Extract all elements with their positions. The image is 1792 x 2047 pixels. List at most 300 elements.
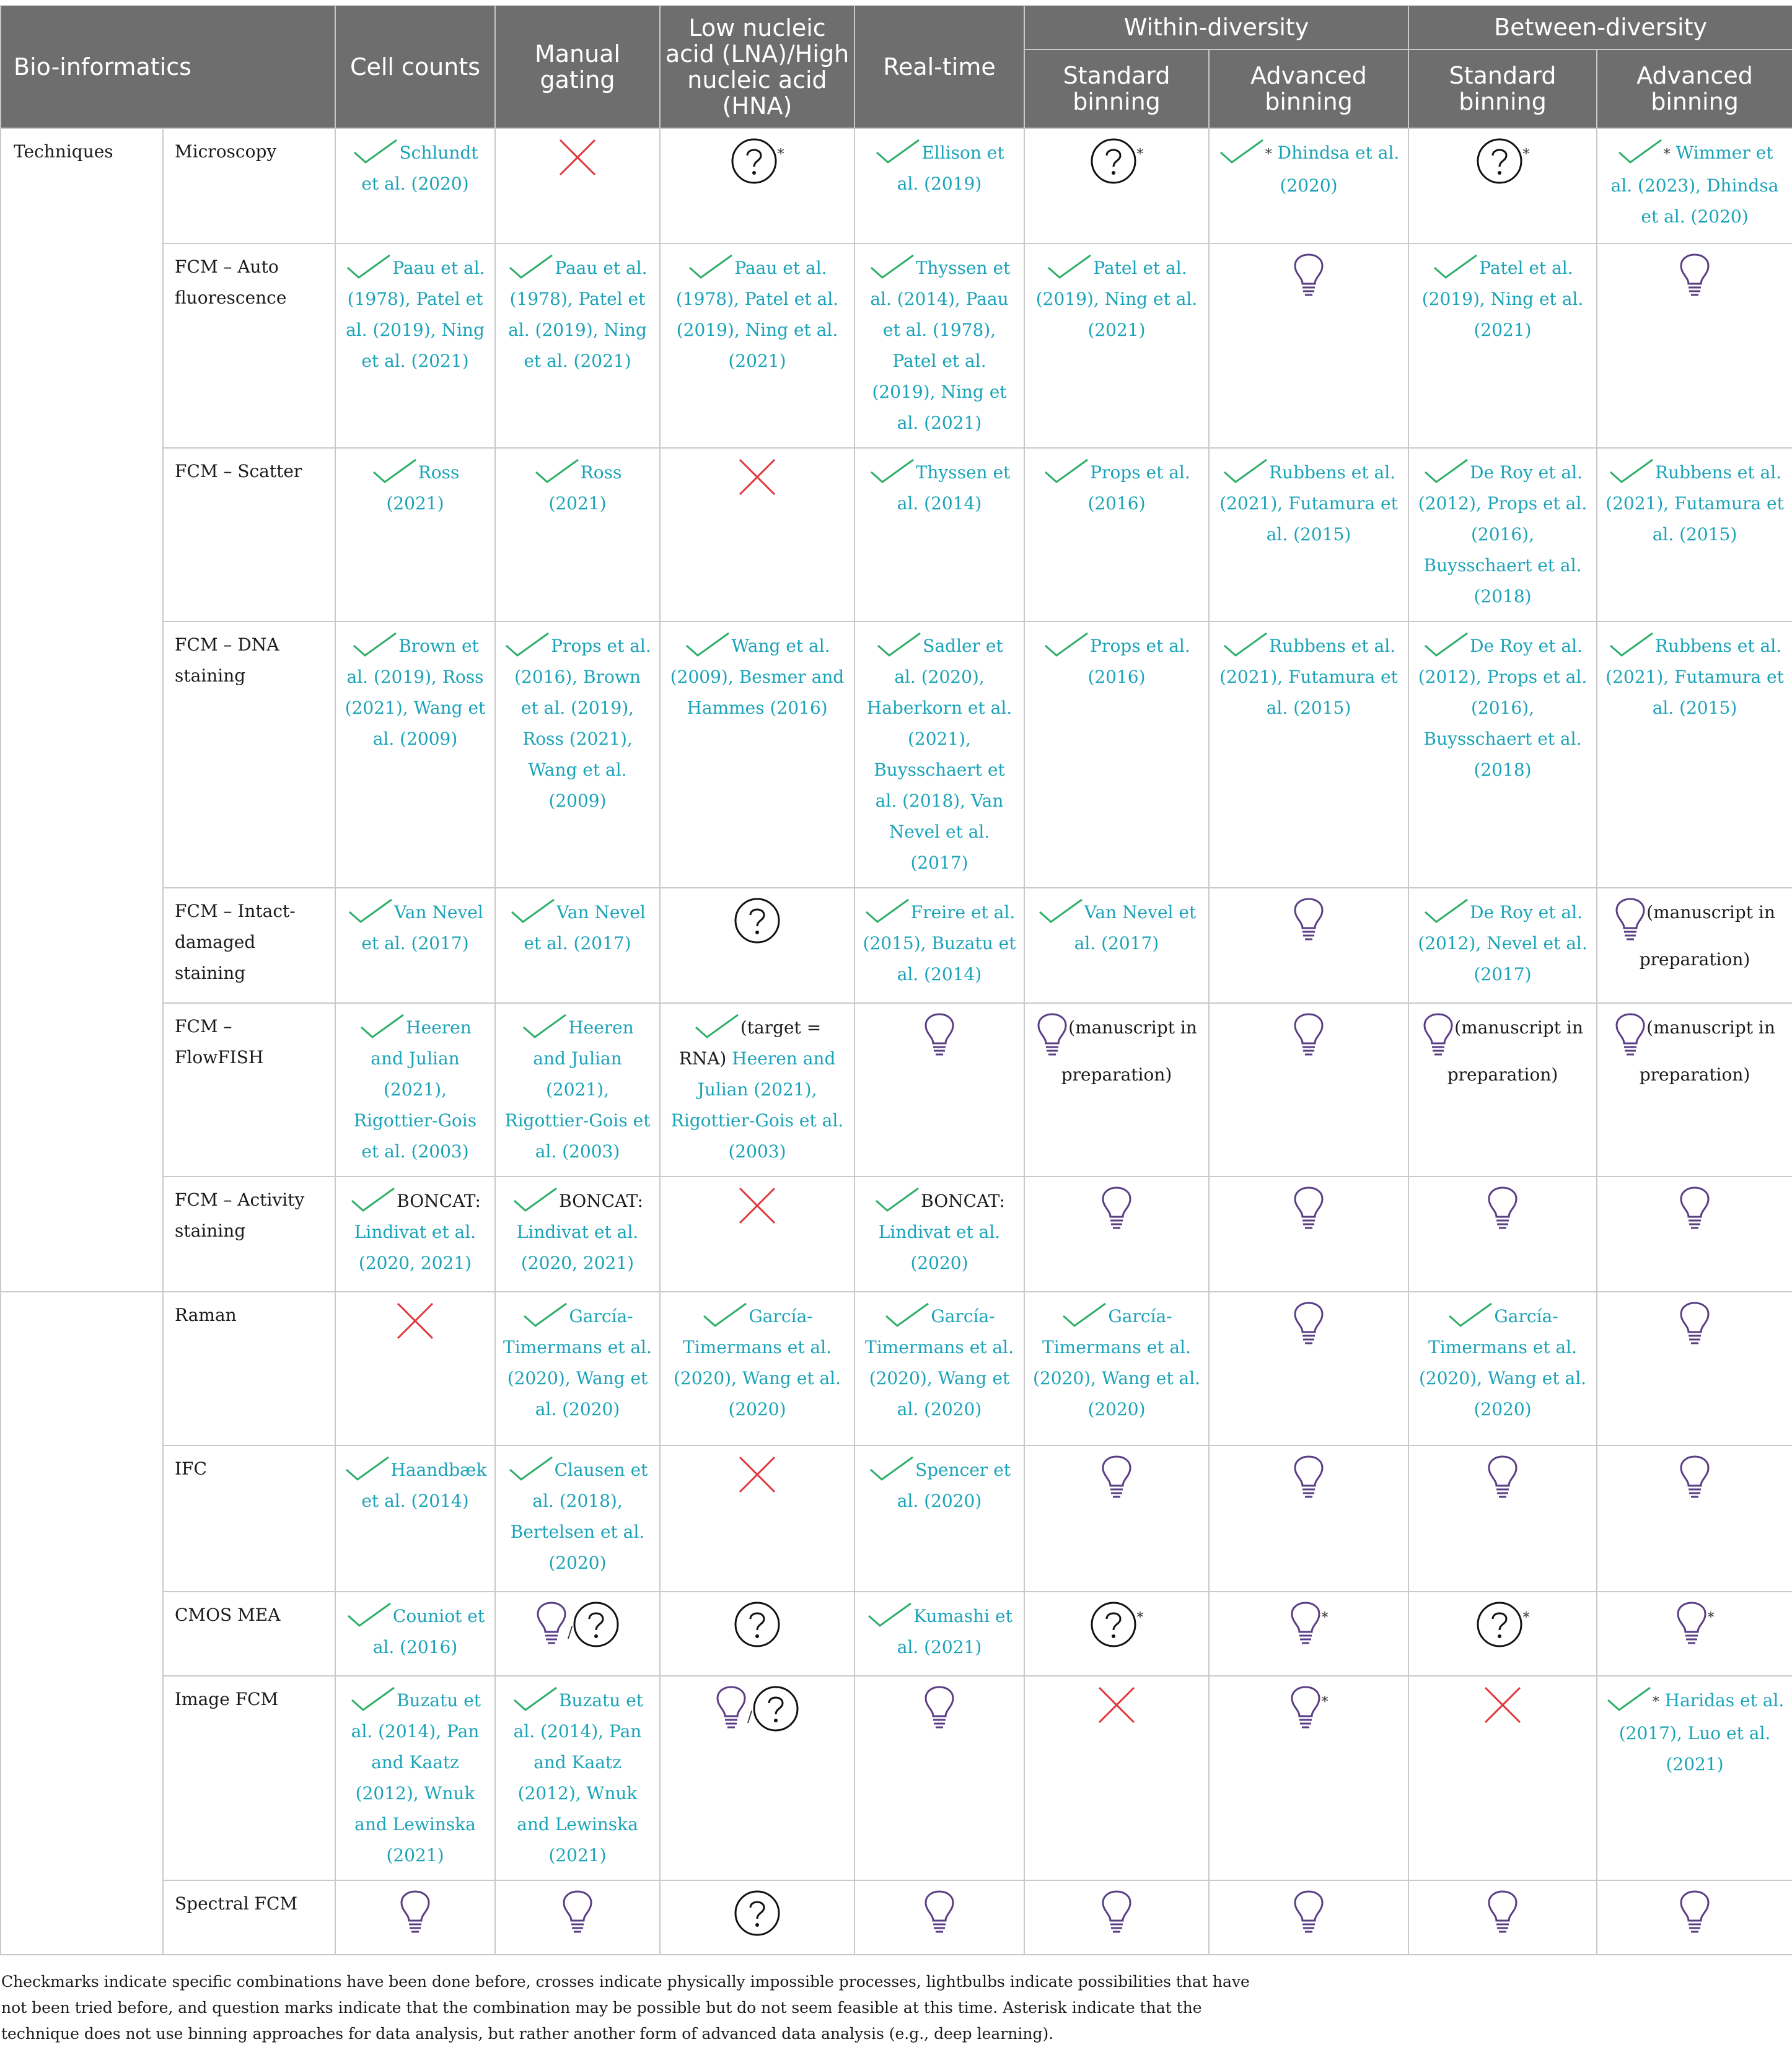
table-cell bbox=[660, 1445, 854, 1592]
table-cell bbox=[1024, 243, 1209, 448]
table-cell bbox=[335, 1676, 495, 1880]
citation-text: Spencer et al. (2020) bbox=[897, 1460, 1011, 1511]
lightbulb-icon bbox=[1679, 1890, 1711, 1937]
asterisk-marker: * bbox=[1321, 1610, 1329, 1626]
header-between-advanced-binning: Advanced binning bbox=[1597, 50, 1792, 128]
citation-text: Wimmer et al. (2023), Dhindsa et al. (2020) bbox=[1610, 142, 1779, 227]
check-icon bbox=[1222, 457, 1269, 486]
lightbulb-icon bbox=[1293, 1455, 1325, 1502]
citation-text: Haandbæk et al. (2014) bbox=[361, 1460, 487, 1511]
header-within-diversity: Within-diversity bbox=[1024, 6, 1408, 50]
lightbulb-icon bbox=[923, 1012, 955, 1059]
check-icon bbox=[344, 1455, 391, 1483]
check-icon bbox=[1605, 1685, 1653, 1714]
lightbulb-icon bbox=[1293, 1301, 1325, 1348]
cross-icon bbox=[737, 457, 777, 497]
table-row bbox=[1, 1592, 1792, 1676]
lightbulb-icon bbox=[715, 1685, 747, 1732]
check-icon bbox=[864, 897, 911, 926]
table-cell bbox=[1209, 1445, 1408, 1592]
citation-text: Dhindsa et al. (2020) bbox=[1277, 142, 1400, 196]
lightbulb-icon bbox=[1679, 1455, 1711, 1502]
table-cell bbox=[335, 1292, 495, 1445]
citation-text: Lindivat et al. (2020, 2021) bbox=[354, 1222, 477, 1273]
check-icon bbox=[507, 253, 555, 281]
table-cell bbox=[1024, 1592, 1209, 1676]
table-cell bbox=[1024, 888, 1209, 1003]
table-cell bbox=[1408, 1445, 1597, 1592]
citation-text: Lindivat et al. (2020, 2021) bbox=[516, 1222, 639, 1273]
citation-text: Paau et al. (1978), Patel et al. (2019), Ning et al. (2021) bbox=[508, 258, 648, 371]
asterisk-marker: * bbox=[1707, 1610, 1715, 1626]
cell-note: (manuscript in preparation) bbox=[1639, 902, 1775, 970]
citation-text: Rubbens et al. (2021), Futamura et al. (2015) bbox=[1219, 636, 1398, 718]
check-icon bbox=[347, 897, 394, 926]
lightbulb-icon bbox=[1422, 1012, 1454, 1059]
cell-note: (target = RNA) bbox=[679, 1017, 822, 1069]
table-cell bbox=[854, 1177, 1024, 1292]
citation-text: De Roy et al. (2012), Nevel et al. (2017) bbox=[1418, 902, 1588, 984]
header-bioinformatics: Bio-informatics bbox=[1, 6, 335, 128]
lightbulb-icon bbox=[923, 1685, 955, 1732]
table-cell bbox=[660, 448, 854, 621]
cross-icon bbox=[1097, 1685, 1136, 1725]
table-cell bbox=[1408, 1880, 1597, 1955]
asterisk-marker: * bbox=[1522, 147, 1530, 162]
cross-icon bbox=[558, 138, 597, 177]
check-icon bbox=[345, 253, 392, 281]
table-cell bbox=[1408, 1592, 1597, 1676]
citation-text: Props et al. (2016), Brown et al. (2019), Ross (2021), Wang et al. (2009) bbox=[514, 636, 651, 811]
category-empty bbox=[1, 1292, 163, 1955]
table-cell bbox=[1024, 1292, 1209, 1445]
table-cell bbox=[495, 448, 660, 621]
check-icon bbox=[693, 1012, 740, 1041]
table-row bbox=[1, 128, 1792, 243]
table-cell bbox=[1209, 1592, 1408, 1676]
check-icon bbox=[866, 1601, 913, 1629]
table-cell bbox=[1597, 1676, 1792, 1880]
technique-label: Microscopy bbox=[163, 128, 335, 243]
citation-text: Props et al. (2016) bbox=[1087, 462, 1190, 514]
lightbulb-icon bbox=[1487, 1186, 1519, 1233]
table-cell bbox=[660, 1592, 854, 1676]
table-cell bbox=[1024, 448, 1209, 621]
check-icon bbox=[1432, 253, 1479, 281]
table-cell bbox=[1408, 448, 1597, 621]
technique-label: Spectral FCM bbox=[163, 1880, 335, 1955]
check-icon bbox=[359, 1012, 406, 1041]
cross-icon bbox=[1483, 1685, 1522, 1725]
technique-label: CMOS MEA bbox=[163, 1592, 335, 1676]
asterisk-marker: * bbox=[1265, 147, 1272, 162]
table-cell bbox=[495, 1003, 660, 1177]
comparison-table bbox=[0, 5, 1792, 1955]
asterisk-marker: * bbox=[1136, 1610, 1144, 1626]
table-cell bbox=[1209, 1292, 1408, 1445]
table-cell bbox=[1209, 1676, 1408, 1880]
table-cell bbox=[1597, 448, 1792, 621]
citation-text: Rubbens et al. (2021), Futamura et al. (2015) bbox=[1605, 462, 1784, 545]
header-lna-hna: Low nucleic acid (LNA)/High nucleic acid (HNA) bbox=[660, 6, 854, 128]
lightbulb-icon bbox=[561, 1890, 594, 1937]
table-row bbox=[1, 448, 1792, 621]
check-icon bbox=[701, 1301, 749, 1330]
question-mark-icon bbox=[731, 138, 778, 185]
table-cell bbox=[660, 1676, 854, 1880]
table-cell bbox=[854, 1292, 1024, 1445]
table-row bbox=[1, 1003, 1792, 1177]
lightbulb-icon bbox=[1293, 1012, 1325, 1059]
table-row bbox=[1, 1292, 1792, 1445]
question-mark-icon bbox=[734, 1601, 781, 1648]
check-icon bbox=[352, 138, 399, 166]
table-cell bbox=[335, 888, 495, 1003]
table-cell bbox=[495, 1592, 660, 1676]
table-cell bbox=[854, 1592, 1024, 1676]
table-cell bbox=[495, 1177, 660, 1292]
check-icon bbox=[351, 631, 398, 659]
table-cell bbox=[660, 128, 854, 243]
question-mark-icon bbox=[1090, 1601, 1137, 1648]
technique-label: FCM – Scatter bbox=[163, 448, 335, 621]
table-cell bbox=[660, 1292, 854, 1445]
header-within-advanced-binning: Advanced binning bbox=[1209, 50, 1408, 128]
citation-text: Thyssen et al. (2014) bbox=[897, 462, 1011, 514]
technique-label: Raman bbox=[163, 1292, 335, 1445]
header-real-time: Real-time bbox=[854, 6, 1024, 128]
header-cell-counts: Cell counts bbox=[335, 6, 495, 128]
table-cell bbox=[1024, 1880, 1209, 1955]
lightbulb-icon bbox=[1293, 1186, 1325, 1233]
citation-text: García-Timermans et al. (2020), Wang et al. (2020) bbox=[865, 1306, 1014, 1419]
lightbulb-icon bbox=[1293, 1890, 1325, 1937]
table-cell bbox=[1209, 1880, 1408, 1955]
asterisk-marker: * bbox=[1522, 1610, 1530, 1626]
table-cell bbox=[1408, 1676, 1597, 1880]
table-cell bbox=[1597, 888, 1792, 1003]
lightbulb-icon bbox=[1036, 1012, 1068, 1059]
check-icon bbox=[1037, 897, 1084, 926]
table-row bbox=[1, 1880, 1792, 1955]
table-cell bbox=[1024, 621, 1209, 888]
question-mark-icon bbox=[1476, 138, 1523, 185]
table-cell bbox=[854, 888, 1024, 1003]
cell-note: BONCAT: bbox=[559, 1191, 643, 1211]
check-icon bbox=[874, 1186, 921, 1214]
table-cell bbox=[495, 1445, 660, 1592]
lightbulb-icon bbox=[923, 1890, 955, 1937]
check-icon bbox=[1447, 1301, 1494, 1330]
lightbulb-icon bbox=[535, 1601, 568, 1648]
table-cell bbox=[335, 1592, 495, 1676]
table-cell bbox=[335, 1445, 495, 1592]
check-icon bbox=[687, 253, 734, 281]
asterisk-marker: * bbox=[1663, 147, 1671, 162]
question-mark-icon bbox=[1090, 138, 1137, 185]
table-cell bbox=[1408, 1003, 1597, 1177]
table-cell bbox=[1408, 128, 1597, 243]
technique-label: FCM – Activity staining bbox=[163, 1177, 335, 1292]
check-icon bbox=[512, 1685, 559, 1714]
table-figure bbox=[0, 5, 1792, 2047]
lightbulb-icon bbox=[1487, 1455, 1519, 1502]
table-cell bbox=[1597, 1177, 1792, 1292]
table-cell bbox=[335, 621, 495, 888]
table-row bbox=[1, 888, 1792, 1003]
citation-text: Haridas et al. (2017), Luo et al. (2021) bbox=[1619, 1690, 1785, 1774]
table-cell bbox=[1597, 1292, 1792, 1445]
table-row bbox=[1, 243, 1792, 448]
citation-text: De Roy et al. (2012), Props et al. (2016), Buysschaert et al. (2018) bbox=[1418, 462, 1588, 607]
check-icon bbox=[349, 1685, 397, 1714]
check-icon bbox=[507, 1455, 555, 1483]
table-cell bbox=[1024, 128, 1209, 243]
table-cell bbox=[335, 1177, 495, 1292]
table-row bbox=[1, 1177, 1792, 1292]
citation-text: Van Nevel et al. (2017) bbox=[524, 902, 646, 953]
table-cell bbox=[495, 243, 660, 448]
check-icon bbox=[1218, 138, 1265, 166]
lightbulb-icon bbox=[1614, 1012, 1646, 1059]
check-icon bbox=[1608, 631, 1655, 659]
cell-note: BONCAT: bbox=[921, 1191, 1005, 1211]
asterisk-marker: * bbox=[1321, 1694, 1329, 1710]
table-cell bbox=[495, 888, 660, 1003]
table-cell bbox=[1209, 621, 1408, 888]
header-between-standard-binning: Standard binning bbox=[1408, 50, 1597, 128]
lightbulb-icon bbox=[1679, 1301, 1711, 1348]
question-mark-icon bbox=[734, 1890, 781, 1937]
table-body bbox=[1, 128, 1792, 1955]
cross-icon bbox=[395, 1301, 435, 1341]
table-cell bbox=[854, 621, 1024, 888]
table-cell bbox=[1597, 1445, 1792, 1592]
table-cell bbox=[335, 448, 495, 621]
citation-text: Rubbens et al. (2021), Futamura et al. (2015) bbox=[1605, 636, 1784, 718]
question-mark-icon bbox=[734, 897, 781, 944]
citation-text: Heeren and Julian (2021), Rigottier-Gois et al. (2003) bbox=[353, 1017, 477, 1162]
check-icon bbox=[534, 457, 581, 486]
table-cell bbox=[854, 1445, 1024, 1592]
table-row bbox=[1, 621, 1792, 888]
table-row bbox=[1, 1445, 1792, 1592]
citation-text: García-Timermans et al. (2020), Wang et al. (2020) bbox=[503, 1306, 652, 1419]
citation-text: Wang et al. (2009), Besmer and Hammes (2016) bbox=[670, 636, 845, 718]
check-icon bbox=[869, 457, 916, 486]
header-between-diversity: Between-diversity bbox=[1408, 6, 1792, 50]
table-cell bbox=[335, 128, 495, 243]
lightbulb-icon bbox=[1100, 1186, 1133, 1233]
question-mark-icon bbox=[573, 1601, 620, 1648]
citation-text: Paau et al. (1978), Patel et al. (2019), Ning et al. (2021) bbox=[346, 258, 485, 371]
technique-label: Image FCM bbox=[163, 1676, 335, 1880]
check-icon bbox=[874, 138, 921, 166]
table-cell bbox=[660, 1003, 854, 1177]
table-header bbox=[1, 6, 1792, 128]
check-icon bbox=[884, 1301, 931, 1330]
lightbulb-icon bbox=[1614, 897, 1646, 944]
citation-text: Patel et al. (2019), Ning et al. (2021) bbox=[1421, 258, 1584, 340]
table-row bbox=[1, 1676, 1792, 1880]
citation-text: García-Timermans et al. (2020), Wang et al. (2020) bbox=[1418, 1306, 1587, 1419]
citation-text: Heeren and Julian (2021), Rigottier-Gois et al. (2003) bbox=[670, 1048, 844, 1162]
table-cell bbox=[854, 1003, 1024, 1177]
table-cell bbox=[1597, 243, 1792, 448]
table-cell bbox=[660, 888, 854, 1003]
cell-note: (manuscript in preparation) bbox=[1447, 1017, 1583, 1085]
lightbulb-icon bbox=[399, 1890, 431, 1937]
table-cell bbox=[1597, 1880, 1792, 1955]
citation-text: Freire et al. (2015), Buzatu et al. (2014) bbox=[863, 902, 1016, 984]
lightbulb-icon bbox=[1293, 253, 1325, 300]
check-icon bbox=[1423, 457, 1470, 486]
citation-text: Rubbens et al. (2021), Futamura et al. (2015) bbox=[1219, 462, 1398, 545]
table-cell bbox=[1209, 128, 1408, 243]
citation-text: Ross (2021) bbox=[386, 462, 460, 514]
table-cell bbox=[1209, 1003, 1408, 1177]
lightbulb-icon bbox=[1676, 1601, 1708, 1648]
citation-text: Schlundt et al. (2020) bbox=[361, 142, 478, 194]
table-cell bbox=[1209, 448, 1408, 621]
citation-text: Van Nevel et al. (2017) bbox=[361, 902, 483, 953]
table-cell bbox=[1209, 888, 1408, 1003]
check-icon bbox=[1043, 631, 1090, 659]
table-cell bbox=[1408, 243, 1597, 448]
table-cell bbox=[854, 1676, 1024, 1880]
citation-text: Clausen et al. (2018), Bertelsen et al. (2020) bbox=[510, 1460, 648, 1573]
check-icon bbox=[876, 631, 923, 659]
citation-text: Patel et al. (2019), Ning et al. (2021) bbox=[1035, 258, 1198, 340]
category-techniques: Techniques bbox=[1, 128, 163, 1292]
technique-label: FCM – Auto fluorescence bbox=[163, 243, 335, 448]
lightbulb-icon bbox=[1289, 1601, 1322, 1648]
check-icon bbox=[1423, 897, 1470, 926]
lightbulb-icon bbox=[1487, 1890, 1519, 1937]
table-cell bbox=[1209, 243, 1408, 448]
table-cell bbox=[1408, 888, 1597, 1003]
table-cell bbox=[1408, 621, 1597, 888]
lightbulb-icon bbox=[1100, 1455, 1133, 1502]
table-cell bbox=[854, 448, 1024, 621]
lightbulb-icon bbox=[1289, 1685, 1322, 1732]
table-cell bbox=[1408, 1292, 1597, 1445]
check-icon bbox=[868, 1455, 915, 1483]
table-cell bbox=[660, 1177, 854, 1292]
table-cell bbox=[495, 621, 660, 888]
table-cell bbox=[1408, 1177, 1597, 1292]
table-cell bbox=[1024, 1445, 1209, 1592]
question-mark-icon bbox=[1476, 1601, 1523, 1648]
citation-text: García-Timermans et al. (2020), Wang et al. (2020) bbox=[1032, 1306, 1201, 1419]
technique-label: IFC bbox=[163, 1445, 335, 1592]
check-icon bbox=[512, 1186, 559, 1214]
check-icon bbox=[869, 253, 916, 281]
check-icon bbox=[1608, 457, 1655, 486]
table-cell bbox=[495, 1292, 660, 1445]
table-cell bbox=[854, 128, 1024, 243]
table-cell bbox=[335, 1003, 495, 1177]
citation-text: Buzatu et al. (2014), Pan and Kaatz (2012), Wnuk and Lewinska (2021) bbox=[351, 1690, 481, 1865]
slash-separator: / bbox=[747, 1708, 753, 1725]
check-icon bbox=[521, 1012, 568, 1041]
cross-icon bbox=[737, 1455, 777, 1494]
table-cell bbox=[660, 1880, 854, 1955]
header-within-standard-binning: Standard binning bbox=[1024, 50, 1209, 128]
header-manual-gating: Manual gating bbox=[495, 6, 660, 128]
check-icon bbox=[684, 631, 731, 659]
table-cell bbox=[335, 1880, 495, 1955]
asterisk-marker: * bbox=[1652, 1694, 1659, 1710]
citation-text: Couniot et al. (2016) bbox=[372, 1606, 485, 1657]
table-caption: Checkmarks indicate specific combinations have been done before, crosses indicate physically impossible processes, lightbulbs indicate possibilities that have not been tried before, and question marks indicate that the combination may be possible but do not seem feasible at this time. Asterisk indicate that the technique does not use binning approaches for data analysis, but rather another form of advanced data analysis (e.g., deep learning). bbox=[1, 1973, 1250, 2043]
table-cell bbox=[660, 243, 854, 448]
technique-label: FCM – DNA staining bbox=[163, 621, 335, 888]
citation-text: Lindivat et al. (2020) bbox=[878, 1222, 1001, 1273]
citation-text: Buzatu et al. (2014), Pan and Kaatz (2012), Wnuk and Lewinska (2021) bbox=[513, 1690, 644, 1865]
check-icon bbox=[349, 1186, 397, 1214]
technique-label: FCM – FlowFISH bbox=[163, 1003, 335, 1177]
lightbulb-icon bbox=[1293, 897, 1325, 944]
check-icon bbox=[1061, 1301, 1108, 1330]
question-mark-icon bbox=[752, 1685, 799, 1732]
table-cell bbox=[1209, 1177, 1408, 1292]
citation-text: Ellison et al. (2019) bbox=[897, 142, 1004, 194]
citation-text: Brown et al. (2019), Ross (2021), Wang et al. (2009) bbox=[345, 636, 486, 749]
cell-note: (manuscript in preparation) bbox=[1639, 1017, 1775, 1085]
lightbulb-icon bbox=[1679, 1186, 1711, 1233]
cell-note: (manuscript in preparation) bbox=[1061, 1017, 1197, 1085]
citation-text: Van Nevel et al. (2017) bbox=[1074, 902, 1197, 953]
citation-text: Kumashi et al. (2021) bbox=[897, 1606, 1012, 1657]
citation-text: Paau et al. (1978), Patel et al. (2019), Ning et al. (2021) bbox=[675, 258, 839, 371]
citation-text: Props et al. (2016) bbox=[1087, 636, 1190, 687]
table-cell bbox=[1597, 1592, 1792, 1676]
lightbulb-icon bbox=[1679, 253, 1711, 300]
citation-text: Heeren and Julian (2021), Rigottier-Gois et al. (2003) bbox=[504, 1017, 651, 1162]
table-cell bbox=[1597, 128, 1792, 243]
check-icon bbox=[504, 631, 551, 659]
table-cell bbox=[1024, 1177, 1209, 1292]
table-cell bbox=[1024, 1003, 1209, 1177]
cross-icon bbox=[737, 1186, 777, 1225]
check-icon bbox=[371, 457, 418, 486]
table-cell bbox=[1597, 621, 1792, 888]
table-cell bbox=[1597, 1003, 1792, 1177]
citation-text: Sadler et al. (2020), Haberkorn et al. (2021), Buysschaert et al. (2018), Van Nevel et al. (2017) bbox=[866, 636, 1012, 873]
cell-note: BONCAT: bbox=[397, 1191, 481, 1211]
check-icon bbox=[1046, 253, 1093, 281]
check-icon bbox=[346, 1601, 393, 1629]
lightbulb-icon bbox=[1100, 1890, 1133, 1937]
slash-separator: / bbox=[567, 1624, 573, 1641]
table-cell bbox=[495, 1676, 660, 1880]
citation-text: De Roy et al. (2012), Props et al. (2016), Buysschaert et al. (2018) bbox=[1418, 636, 1588, 780]
table-cell bbox=[335, 243, 495, 448]
table-cell bbox=[854, 243, 1024, 448]
check-icon bbox=[1423, 631, 1470, 659]
citation-text: Thyssen et al. (2014), Paau et al. (1978), Patel et al. (2019), Ning et al. (2021) bbox=[870, 258, 1011, 433]
technique-label: FCM – Intact-damaged staining bbox=[163, 888, 335, 1003]
check-icon bbox=[1043, 457, 1090, 486]
table-cell bbox=[495, 1880, 660, 1955]
asterisk-marker: * bbox=[1136, 147, 1144, 162]
check-icon bbox=[1222, 631, 1269, 659]
citation-text: Ross (2021) bbox=[548, 462, 622, 514]
table-cell bbox=[660, 621, 854, 888]
table-cell bbox=[854, 1880, 1024, 1955]
check-icon bbox=[509, 897, 556, 926]
